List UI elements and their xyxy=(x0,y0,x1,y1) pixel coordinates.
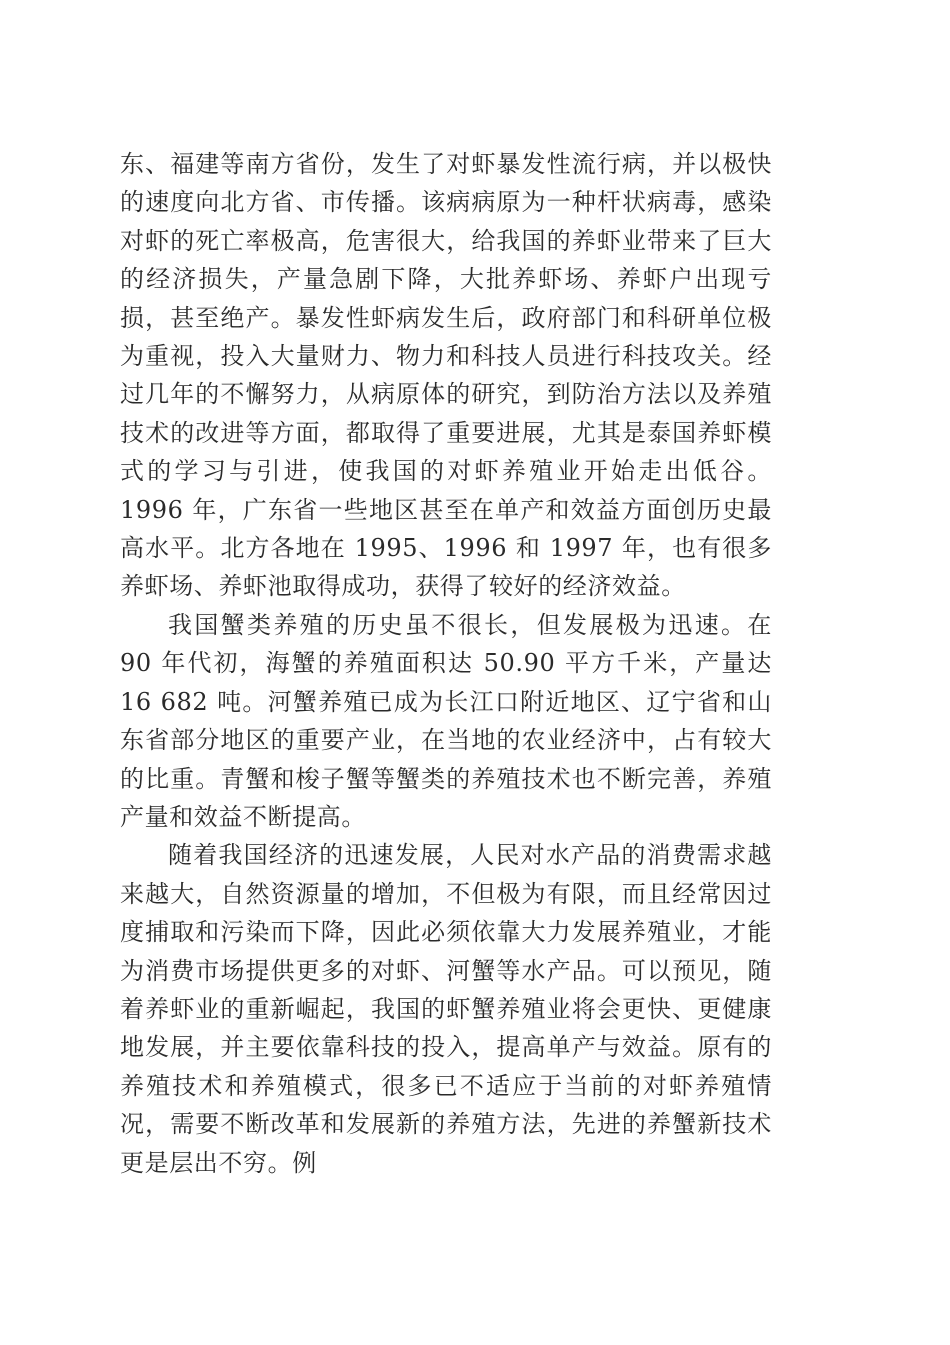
paragraph-future-development: 随着我国经济的迅速发展，人民对水产品的消费需求越来越大，自然资源量的增加，不但极为有限，而且经常因过度捕取和污染而下降，因此必须依靠大力发展养殖业，才能为消费市场提供更多的对虾、河蟹等水产品。可以预见，随着养虾业的重新崛起，我国的虾蟹养殖业将会更快、更健康地发展，并主要依靠科技的投入，提高单产与效益。原有的养殖技术和养殖模式，很多已不适应于当前的对虾养殖情况，需要不断改革和发展新的养殖方法，先进的养蟹新技术更是层出不穷。例 xyxy=(120,841,772,1177)
paragraph-shrimp-disease: 东、福建等南方省份，发生了对虾暴发性流行病，并以极快的速度向北方省、市传播。该病病原为一种杆状病毒，感染对虾的死亡率极高，危害很大，给我国的养虾业带来了巨大的经济损失，产量急剧下降，大批养虾场、养虾户出现亏损，甚至绝产。暴发性虾病发生后，政府部门和科研单位极为重视，投入大量财力、物力和科技人员进行科技攻关。经过几年的不懈努力，从病原体的研究，到防治方法以及养殖技术的改进等方面，都取得了重要进展，尤其是泰国养虾模式的学习与引进，使我国的对虾养殖业开始走出低谷。 1996 年，广东省一些地区甚至在单产和效益方面创历史最高水平。北方各地在 1995、1996 和 1997 年，也有很多养虾场、养虾池取得成功，获得了较好的经济效益。 xyxy=(120,150,772,601)
body-text xyxy=(120,145,772,1182)
paragraph-crab-farming: 我国蟹类养殖的历史虽不很长，但发展极为迅速。在 90 年代初，海蟹的养殖面积达 50.90 平方千米，产量达 16 682 吨。河蟹养殖已成为长江口附近地区、辽宁省和山东省部分地区的重要产业，在当地的农业经济中，占有较大的比重。青蟹和梭子蟹等蟹类的养殖技术也不断完善，养殖产量和效益不断提高。 xyxy=(120,610,772,831)
